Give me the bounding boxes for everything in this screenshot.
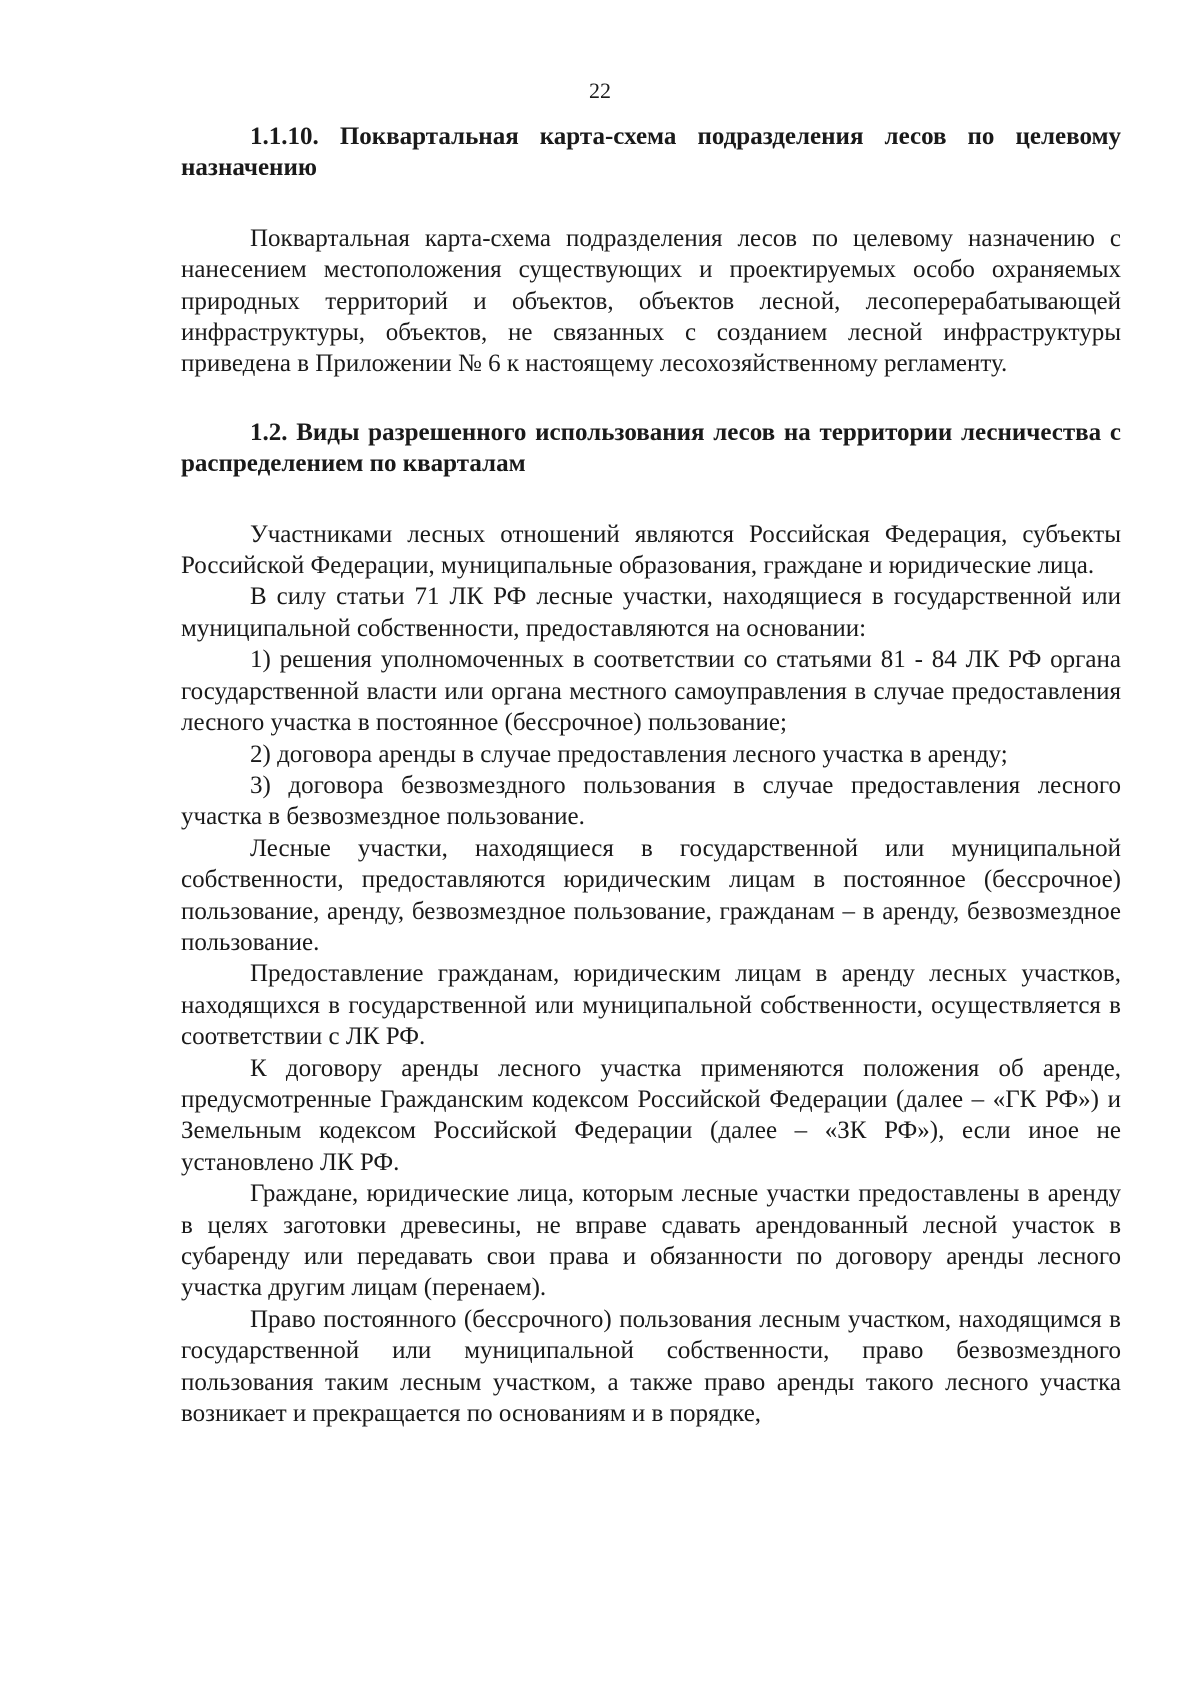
list-item-1: 1) решения уполномоченных в соответствии со статьями 81 - 84 ЛК РФ органа государственной власти или органа местного самоуправления в случае предоставления лесного участка в постоянное (бессрочное) пользование; — [181, 646, 1121, 737]
paragraph-lease-provision: Предоставление гражданам, юридическим лицам в аренду лесных участков, находящихся в государственной или муниципальной собственности, осуществляется в соответствии с ЛК РФ. — [181, 960, 1121, 1051]
paragraph-article-71: В силу статьи 71 ЛК РФ лесные участки, находящиеся в государственной или муниципальной собственности, предоставляются на основании: — [181, 583, 1121, 642]
page-number: 22 — [589, 78, 611, 103]
paragraph-sublease: Граждане, юридические лица, которым лесные участки предоставлены в аренду в целях заготовки древесины, не вправе сдавать арендованный лесной участок в субаренду или передавать свои права и обязанности по договору аренды лесного участка другим лицам (перенаем). — [181, 1180, 1121, 1302]
section-heading-1-1-10: 1.1.10. Поквартальная карта-схема подразделения лесов по целевому назначению — [181, 123, 1121, 182]
list-item-2: 2) договора аренды в случае предоставления лесного участка в аренду; — [250, 740, 1008, 768]
paragraph-participants: Участниками лесных отношений являются Российская Федерация, субъекты Российской Федерации, муниципальные образования, граждане и юридические лица. — [181, 520, 1121, 580]
paragraph-usage-rights: Право постоянного (бессрочного) пользования лесным участком, находящимся в государственной или муниципальной собственности, право безвозмездного пользования таким лесным участком, а также право аренды такого лесного участка возникает и прекращается по основаниям и в порядке, — [181, 1305, 1121, 1428]
paragraph-plots-provided: Лесные участки, находящиеся в государственной или муниципальной собственности, предоставляются юридическим лицам в постоянное (бессрочное) пользование, аренду, безвозмездное пользование, гражданам – в аренду, безвозмездное пользование. — [181, 834, 1121, 956]
list-item-3: 3) договора безвозмездного пользования в случае предоставления лесного участка в безвозмездное пользование. — [181, 771, 1121, 831]
page-content — [181, 121, 1121, 1429]
section-heading-1-2: 1.2. Виды разрешенного использования лесов на территории лесничества с распределением по кварталам — [181, 418, 1121, 478]
paragraph-map-scheme: Поквартальная карта-схема подразделения лесов по целевому назначению с нанесением местоположения существующих и проектируемых особо охраняемых природных территорий и объектов, объектов лесной, лесоперерабатывающей инфраструктуры, объектов, не связанных с созданием лесной инфраструктуры приведена в Приложении № 6 к настоящему лесохозяйственному регламенту. — [181, 224, 1121, 378]
paragraph-lease-contract: К договору аренды лесного участка применяются положения об аренде, предусмотренные Гражданским кодексом Российской Федерации (далее – «ГК РФ») и Земельным кодексом Российской Федерации (далее – «ЗК РФ»), если иное не установлено ЛК РФ. — [181, 1054, 1121, 1176]
